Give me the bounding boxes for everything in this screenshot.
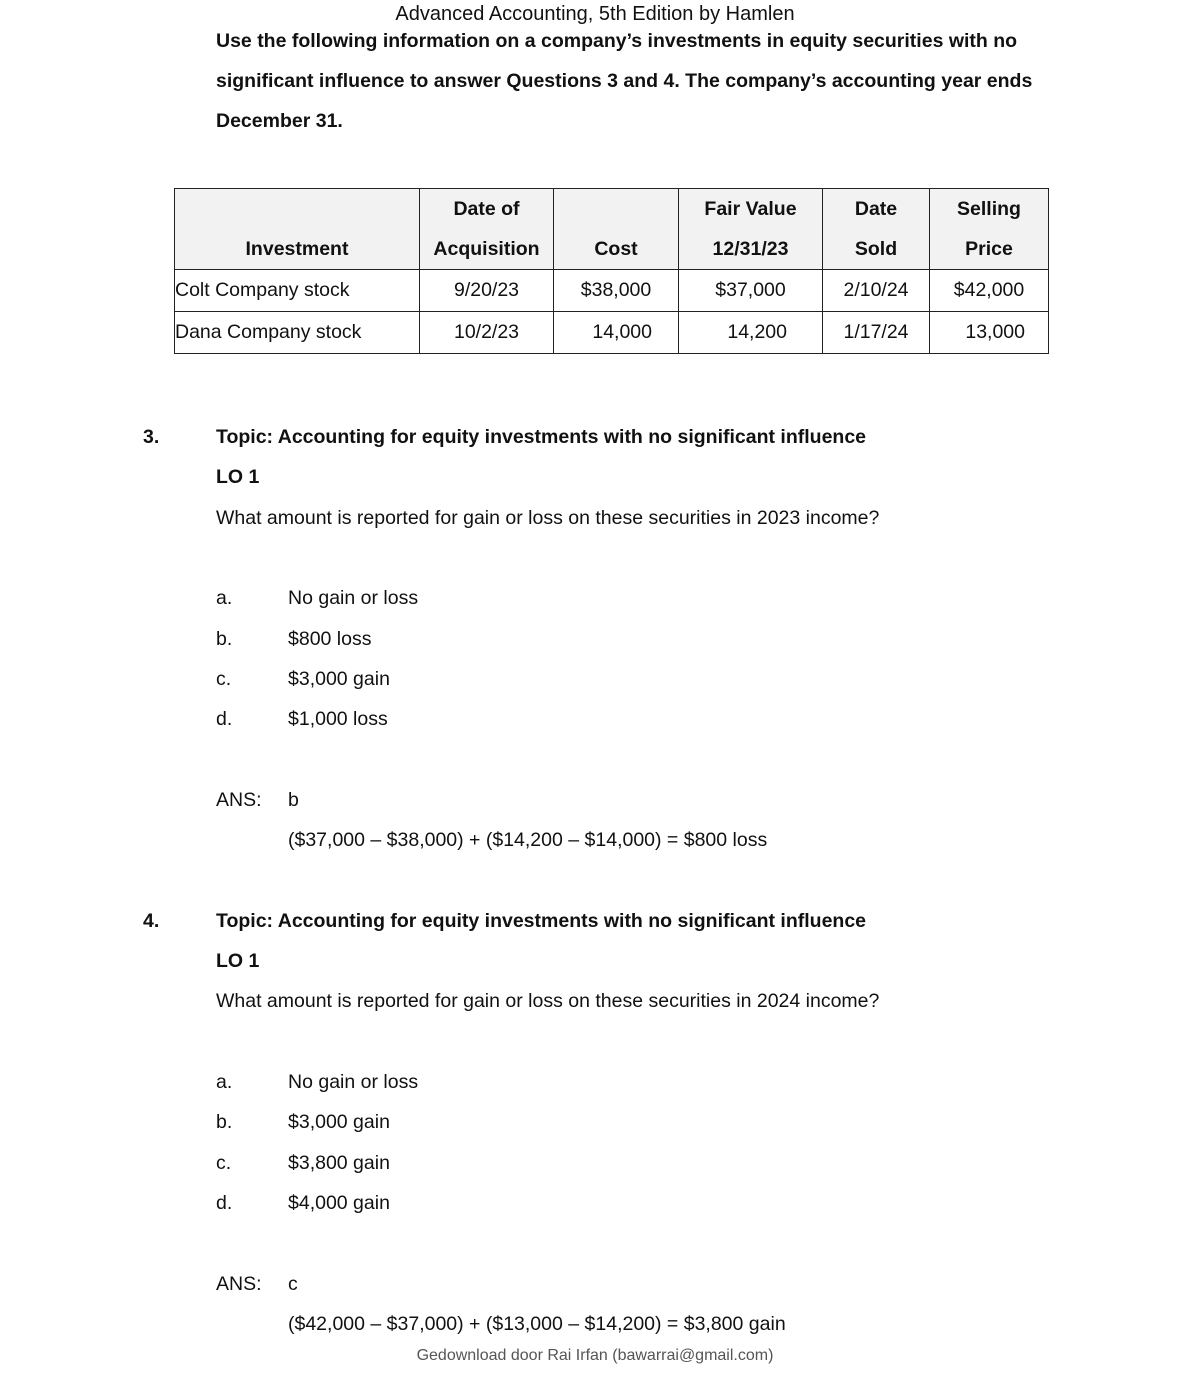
option-letter: c.: [216, 668, 232, 690]
header-line: Price: [965, 238, 1013, 260]
header-line: Acquisition: [433, 238, 540, 260]
option-text: $1,000 loss: [288, 708, 388, 730]
cell-investment: Colt Company stock: [175, 270, 420, 312]
header-fair-value: [679, 189, 823, 270]
option-text: No gain or loss: [288, 1071, 419, 1093]
answer-label: ANS:: [216, 1273, 262, 1295]
option-text: $3,000 gain: [288, 668, 390, 690]
cell-selling-price: $42,000: [930, 270, 1049, 312]
cell-investment: Dana Company stock: [175, 312, 420, 354]
option-text: $3,000 gain: [288, 1111, 390, 1133]
investment-table: [174, 188, 1049, 354]
header-line: [175, 189, 419, 229]
option-letter: c.: [216, 1152, 232, 1174]
answer-value: c: [288, 1273, 298, 1295]
table-row: [175, 270, 1049, 312]
header-line: Investment: [245, 238, 349, 260]
answer-explanation: ($37,000 – $38,000) + ($14,200 – $14,000) = $800 loss: [288, 829, 768, 851]
question-text: What amount is reported for gain or loss on these securities in 2023 income?: [216, 507, 880, 529]
intro-line-1: Use the following information on a company’s investments in equity securities with no: [216, 30, 1018, 52]
question-topic: Topic: Accounting for equity investments with no significant influence: [216, 910, 867, 932]
cell-cost: 14,000: [554, 312, 679, 354]
option-letter: b.: [216, 1111, 233, 1133]
cell-selling-price: 13,000: [930, 312, 1049, 354]
header-line: Fair Value: [704, 198, 797, 220]
header-line: Cost: [594, 238, 638, 260]
answer-label: ANS:: [216, 789, 262, 811]
header-investment: [175, 189, 420, 270]
cell-date-sold: 1/17/24: [823, 312, 930, 354]
option-letter: a.: [216, 587, 233, 609]
answer-explanation: ($42,000 – $37,000) + ($13,000 – $14,200) = $3,800 gain: [288, 1313, 786, 1335]
header-cost: [554, 189, 679, 270]
header-line: Date: [854, 198, 898, 220]
cell-acquisition-date: 9/20/23: [420, 270, 554, 312]
intro-line-2: significant influence to answer Questions 3 and 4. The company’s accounting year ends: [216, 70, 1033, 92]
header-line: Selling: [957, 198, 1021, 220]
header-date-of-acquisition: [420, 189, 554, 270]
option-text: $3,800 gain: [288, 1152, 390, 1174]
header-selling-price: [930, 189, 1049, 270]
table-row: [175, 312, 1049, 354]
cell-fair-value: $37,000: [679, 270, 823, 312]
intro-line-3: December 31.: [216, 110, 343, 132]
question-number: 4.: [143, 910, 160, 932]
header-line: Sold: [854, 238, 898, 260]
option-text: $800 loss: [288, 628, 372, 650]
cell-date-sold: 2/10/24: [823, 270, 930, 312]
cell-acquisition-date: 10/2/23: [420, 312, 554, 354]
question-topic: Topic: Accounting for equity investments with no significant influence: [216, 426, 867, 448]
option-letter: d.: [216, 708, 233, 730]
header-line: Date of: [453, 198, 520, 220]
header-date-sold: [823, 189, 930, 270]
table-header-row: [175, 189, 1049, 270]
header-line: [554, 189, 678, 229]
option-letter: a.: [216, 1071, 233, 1093]
learning-objective: LO 1: [216, 950, 260, 972]
page-header: Advanced Accounting, 5th Edition by Hamlen: [395, 3, 795, 25]
option-letter: b.: [216, 628, 233, 650]
cell-cost: $38,000: [554, 270, 679, 312]
download-footer: Gedownload door Rai Irfan (bawarrai@gmail.com): [416, 1347, 774, 1364]
header-line: 12/31/23: [712, 238, 789, 260]
option-text: $4,000 gain: [288, 1192, 390, 1214]
answer-value: b: [288, 789, 299, 811]
question-text: What amount is reported for gain or loss on these securities in 2024 income?: [216, 990, 880, 1012]
question-number: 3.: [143, 426, 160, 448]
option-letter: d.: [216, 1192, 233, 1214]
learning-objective: LO 1: [216, 466, 260, 488]
option-text: No gain or loss: [288, 587, 419, 609]
cell-fair-value: 14,200: [679, 312, 823, 354]
